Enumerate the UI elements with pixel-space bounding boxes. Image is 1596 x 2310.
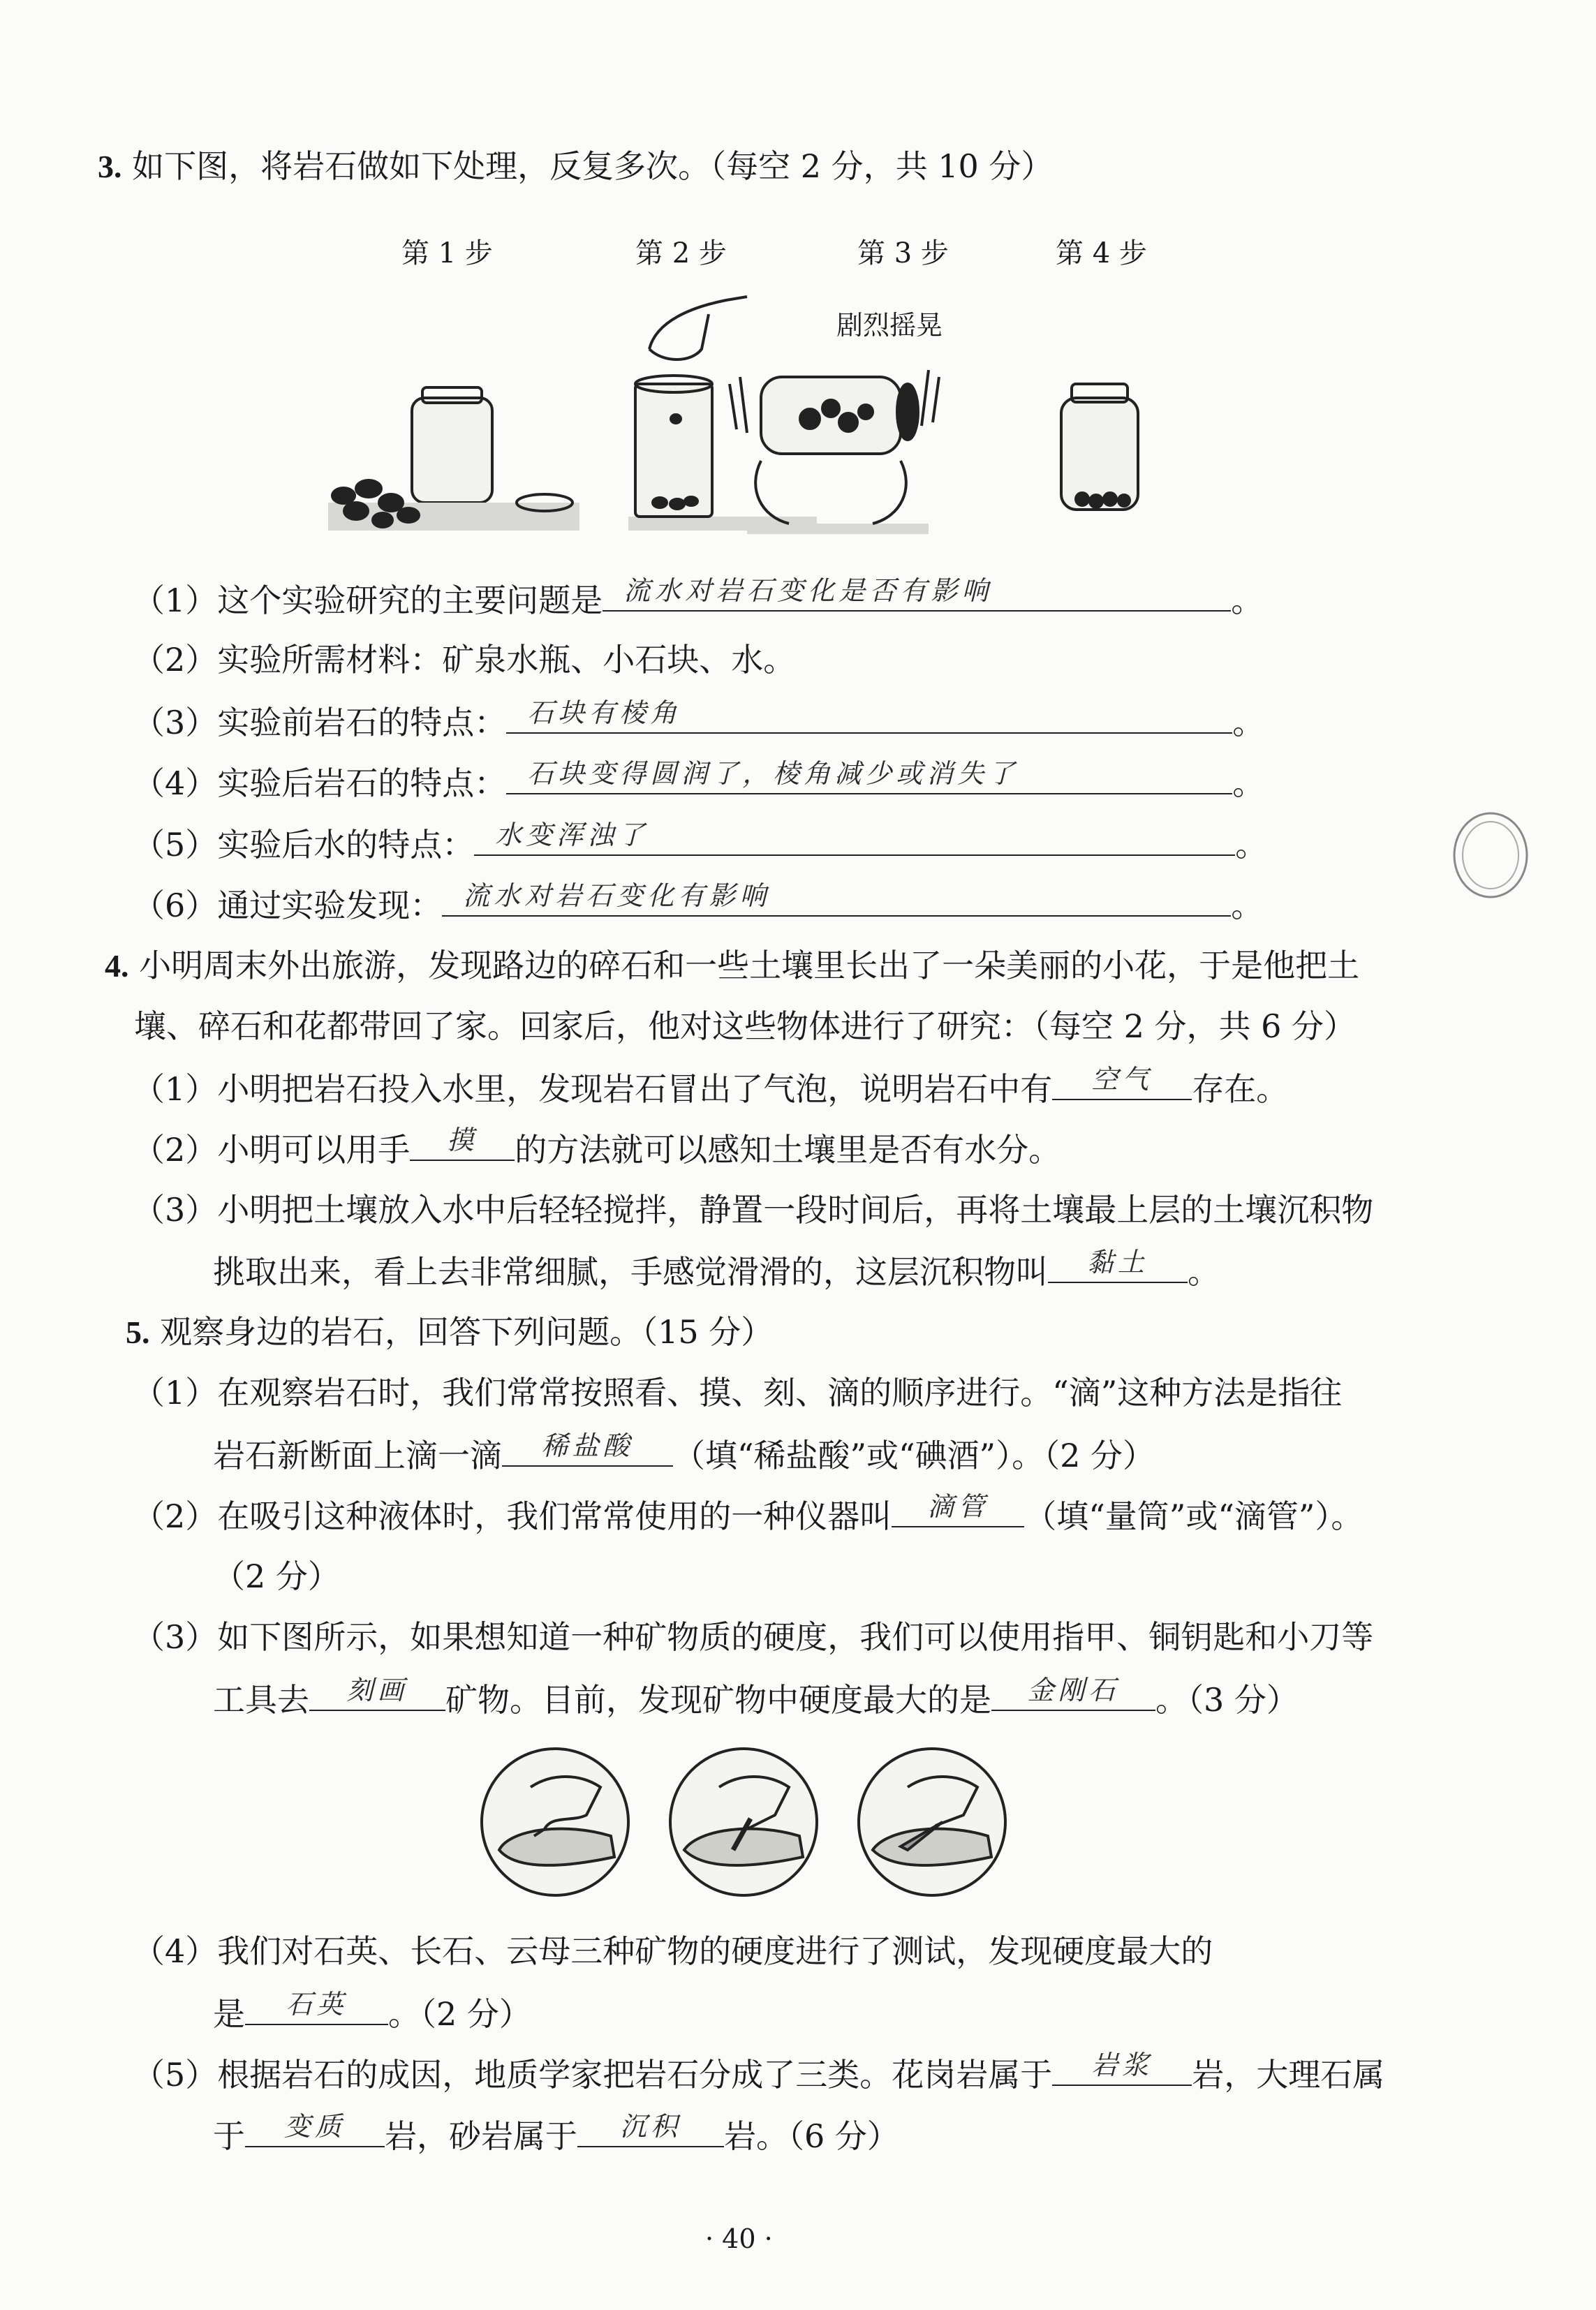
q5-item-2-prefix: （2）在吸引这种液体时，我们常常使用的一种仪器叫 <box>133 1497 892 1535</box>
q4-line-2: 壤、碎石和花都带回了家。回家后，他对这些物体进行了研究：（每空 2 分，共 6 分） <box>134 1007 1357 1045</box>
q5-item-5-blank-3[interactable] <box>577 2111 724 2147</box>
shake-caption: 剧烈摇晃 <box>836 310 943 341</box>
q5-item-4-prefix: 是 <box>213 1995 245 2033</box>
step-1-label: 第 1 步 <box>401 237 493 269</box>
q5-item-5-line1 <box>133 2052 1384 2096</box>
q4-item-2-suffix: 的方法就可以感知土壤里是否有水分。 <box>515 1131 1061 1169</box>
q4-item-2-answer: 摸 <box>447 1125 478 1155</box>
q5-item-4-blank[interactable] <box>245 1989 388 2025</box>
q4-item-2 <box>133 1127 1061 1171</box>
q3-item-5-suffix: 。 <box>1235 826 1268 864</box>
q5-item-3-answer-2: 金刚石 <box>1027 1675 1120 1705</box>
step-4-jar <box>1061 384 1138 510</box>
q5-item-1-blank[interactable] <box>502 1430 673 1467</box>
q4-number: 4. <box>105 948 129 984</box>
step-3-label: 第 3 步 <box>857 237 949 269</box>
q4-item-3-prefix: 挑取出来，看上去非常细腻，手感觉滑滑的，这层沉积物叫 <box>213 1253 1048 1291</box>
q4-item-1-blank[interactable] <box>1052 1064 1192 1100</box>
q3-item-3-prefix: （3）实验前岩石的特点： <box>133 704 507 741</box>
q5-item-3-prefix: 工具去 <box>213 1681 309 1719</box>
q5-item-5-blank-2[interactable] <box>245 2111 385 2147</box>
q5-item-1-prefix: 岩石新断面上滴一滴 <box>213 1437 502 1474</box>
q5-item-5-mid-1: 岩，大理石属 <box>1192 2056 1385 2094</box>
q3-item-5-prefix: （5）实验后水的特点： <box>133 826 475 864</box>
q3-item-1 <box>133 575 1264 621</box>
q3-item-6 <box>133 880 1264 926</box>
knife-scratch-icon <box>859 1749 1005 1895</box>
q5-item-2-line2: （2 分） <box>213 1557 340 1595</box>
q4-item-3-line2 <box>213 1247 1220 1293</box>
q3-item-1-prefix: （1）这个实验研究的主要问题是 <box>133 582 603 619</box>
fingernail-scratch-icon <box>482 1749 628 1895</box>
q3-text: 如下图，将岩石做如下处理，反复多次。（每空 2 分，共 10 分） <box>132 147 1054 185</box>
q3-item-5-blank[interactable] <box>474 822 1235 856</box>
q5-item-4-suffix: 。（2 分） <box>388 1995 531 2033</box>
q3-item-3 <box>133 697 1265 743</box>
q3-item-2-text: （2）实验所需材料：矿泉水瓶、小石块、水。 <box>133 641 796 679</box>
q4-item-3-line1: （3）小明把土壤放入水中后轻轻搅拌，静置一段时间后，再将土壤最上层的土壤沉积物 <box>133 1191 1374 1229</box>
q5-item-5-answer-3: 沉积 <box>619 2111 681 2142</box>
step-1-jar-stones <box>328 387 579 531</box>
q3-item-3-suffix: 。 <box>1232 704 1265 741</box>
q4-item-3-blank[interactable] <box>1048 1247 1188 1283</box>
q3-item-5-answer: 水变浑浊了 <box>495 820 649 850</box>
q5-item-5-blank-1[interactable] <box>1052 2052 1192 2086</box>
q5-item-5-prefix-2: 于 <box>213 2117 245 2155</box>
q3-item-6-answer: 流水对岩石变化有影响 <box>463 880 771 911</box>
q4-item-1-prefix: （1）小明把岩石投入水里，发现岩石冒出了气泡，说明岩石中有 <box>133 1070 1053 1108</box>
q5-title <box>126 1311 773 1354</box>
q5-item-1-answer: 稀盐酸 <box>541 1430 634 1461</box>
q4-item-2-prefix: （2）小明可以用手 <box>133 1131 411 1169</box>
q3-item-6-prefix: （6）通过实验发现： <box>133 887 443 924</box>
q5-item-3-answer-1: 刻画 <box>346 1675 408 1705</box>
q3-item-4-suffix: 。 <box>1232 764 1265 802</box>
q5-item-3-suffix: 。（3 分） <box>1155 1681 1299 1719</box>
q3-number: 3. <box>98 149 122 184</box>
q5-text: 观察身边的岩石，回答下列问题。（15 分） <box>160 1313 774 1351</box>
key-scratch-icon <box>670 1749 817 1895</box>
q4-item-3-suffix: 。 <box>1188 1253 1220 1291</box>
q5-item-4-line1: （4）我们对石英、长石、云母三种矿物的硬度进行了测试，发现硬度最大的 <box>133 1932 1213 1970</box>
q4-text-line1: 小明周末外出旅游，发现路边的碎石和一些土壤里长出了一朵美丽的小花，于是他把土 <box>139 947 1360 984</box>
q5-item-5-answer-1: 岩浆 <box>1091 2050 1153 2080</box>
q5-item-2 <box>133 1491 1364 1537</box>
q3-item-4 <box>133 758 1265 804</box>
q3-item-4-prefix: （4）实验后岩石的特点： <box>133 764 507 802</box>
q5-item-3-blank-2[interactable] <box>991 1675 1155 1711</box>
step-3-shaking <box>730 370 939 534</box>
q3-item-2 <box>133 639 795 681</box>
q5-item-1-line1: （1）在观察岩石时，我们常常按照看、摸、刻、滴的顺序进行。“滴”这种方法是指往 <box>133 1374 1343 1412</box>
q3-item-6-suffix: 。 <box>1231 887 1264 924</box>
q4-item-2-blank[interactable] <box>410 1127 515 1161</box>
q5-item-3-blank-1[interactable] <box>309 1675 445 1711</box>
q3-item-1-answer: 流水对岩石变化是否有影响 <box>623 575 993 606</box>
step-2-label: 第 2 步 <box>635 237 727 269</box>
q3-title <box>98 145 1053 188</box>
q5-item-1-line2 <box>213 1430 1155 1476</box>
q4-item-1-suffix: 存在。 <box>1192 1070 1289 1108</box>
q3-item-4-blank[interactable] <box>506 758 1232 794</box>
q5-item-5-line2 <box>213 2111 899 2157</box>
q5-number: 5. <box>126 1315 150 1350</box>
grading-stamp <box>1449 810 1532 901</box>
q4-item-1 <box>133 1064 1289 1110</box>
q4-line-1 <box>105 945 1359 987</box>
q3-item-1-suffix: 。 <box>1231 582 1264 619</box>
q5-item-3-line1: （3）如下图所示，如果想知道一种矿物质的硬度，我们可以使用指甲、铜钥匙和小刀等 <box>133 1618 1374 1656</box>
q5-item-2-answer: 滴管 <box>927 1491 989 1522</box>
q5-item-2-suffix: （填“量筒”或“滴管”）。 <box>1024 1497 1364 1535</box>
q5-item-3-line2 <box>213 1675 1299 1721</box>
q5-item-5-suffix: 岩。（6 分） <box>724 2117 899 2155</box>
q3-item-6-blank[interactable] <box>442 880 1231 917</box>
hardness-test-illustrations <box>482 1745 1012 1899</box>
page-number: · 40 · <box>705 2223 773 2254</box>
q4-item-3-answer: 黏土 <box>1086 1247 1148 1278</box>
q3-item-5 <box>133 822 1267 866</box>
q3-item-3-answer: 石块有棱角 <box>527 697 681 728</box>
q3-item-4-answer: 石块变得圆润了，棱角减少或消失了 <box>527 758 1019 789</box>
q3-item-1-blank[interactable] <box>603 575 1231 612</box>
q5-item-5-answer-2: 变质 <box>283 2111 346 2142</box>
q4-item-1-answer: 空气 <box>1091 1064 1153 1095</box>
q5-item-4-answer: 石英 <box>286 1989 348 2020</box>
q5-item-1-suffix: （填“稀盐酸”或“碘酒”）。（2 分） <box>673 1437 1155 1474</box>
experiment-illustration <box>328 293 1173 538</box>
q5-item-2-blank[interactable] <box>892 1491 1024 1527</box>
q5-item-5-prefix: （5）根据岩石的成因，地质学家把岩石分成了三类。花岗岩属于 <box>133 2056 1053 2094</box>
q5-item-3-mid: 矿物。目前，发现矿物中硬度最大的是 <box>445 1681 991 1719</box>
q5-item-4-line2 <box>213 1989 531 2035</box>
q3-item-3-blank[interactable] <box>506 697 1232 734</box>
q5-item-5-mid-2: 岩，砂岩属于 <box>385 2117 577 2155</box>
step-4-label: 第 4 步 <box>1056 237 1147 269</box>
